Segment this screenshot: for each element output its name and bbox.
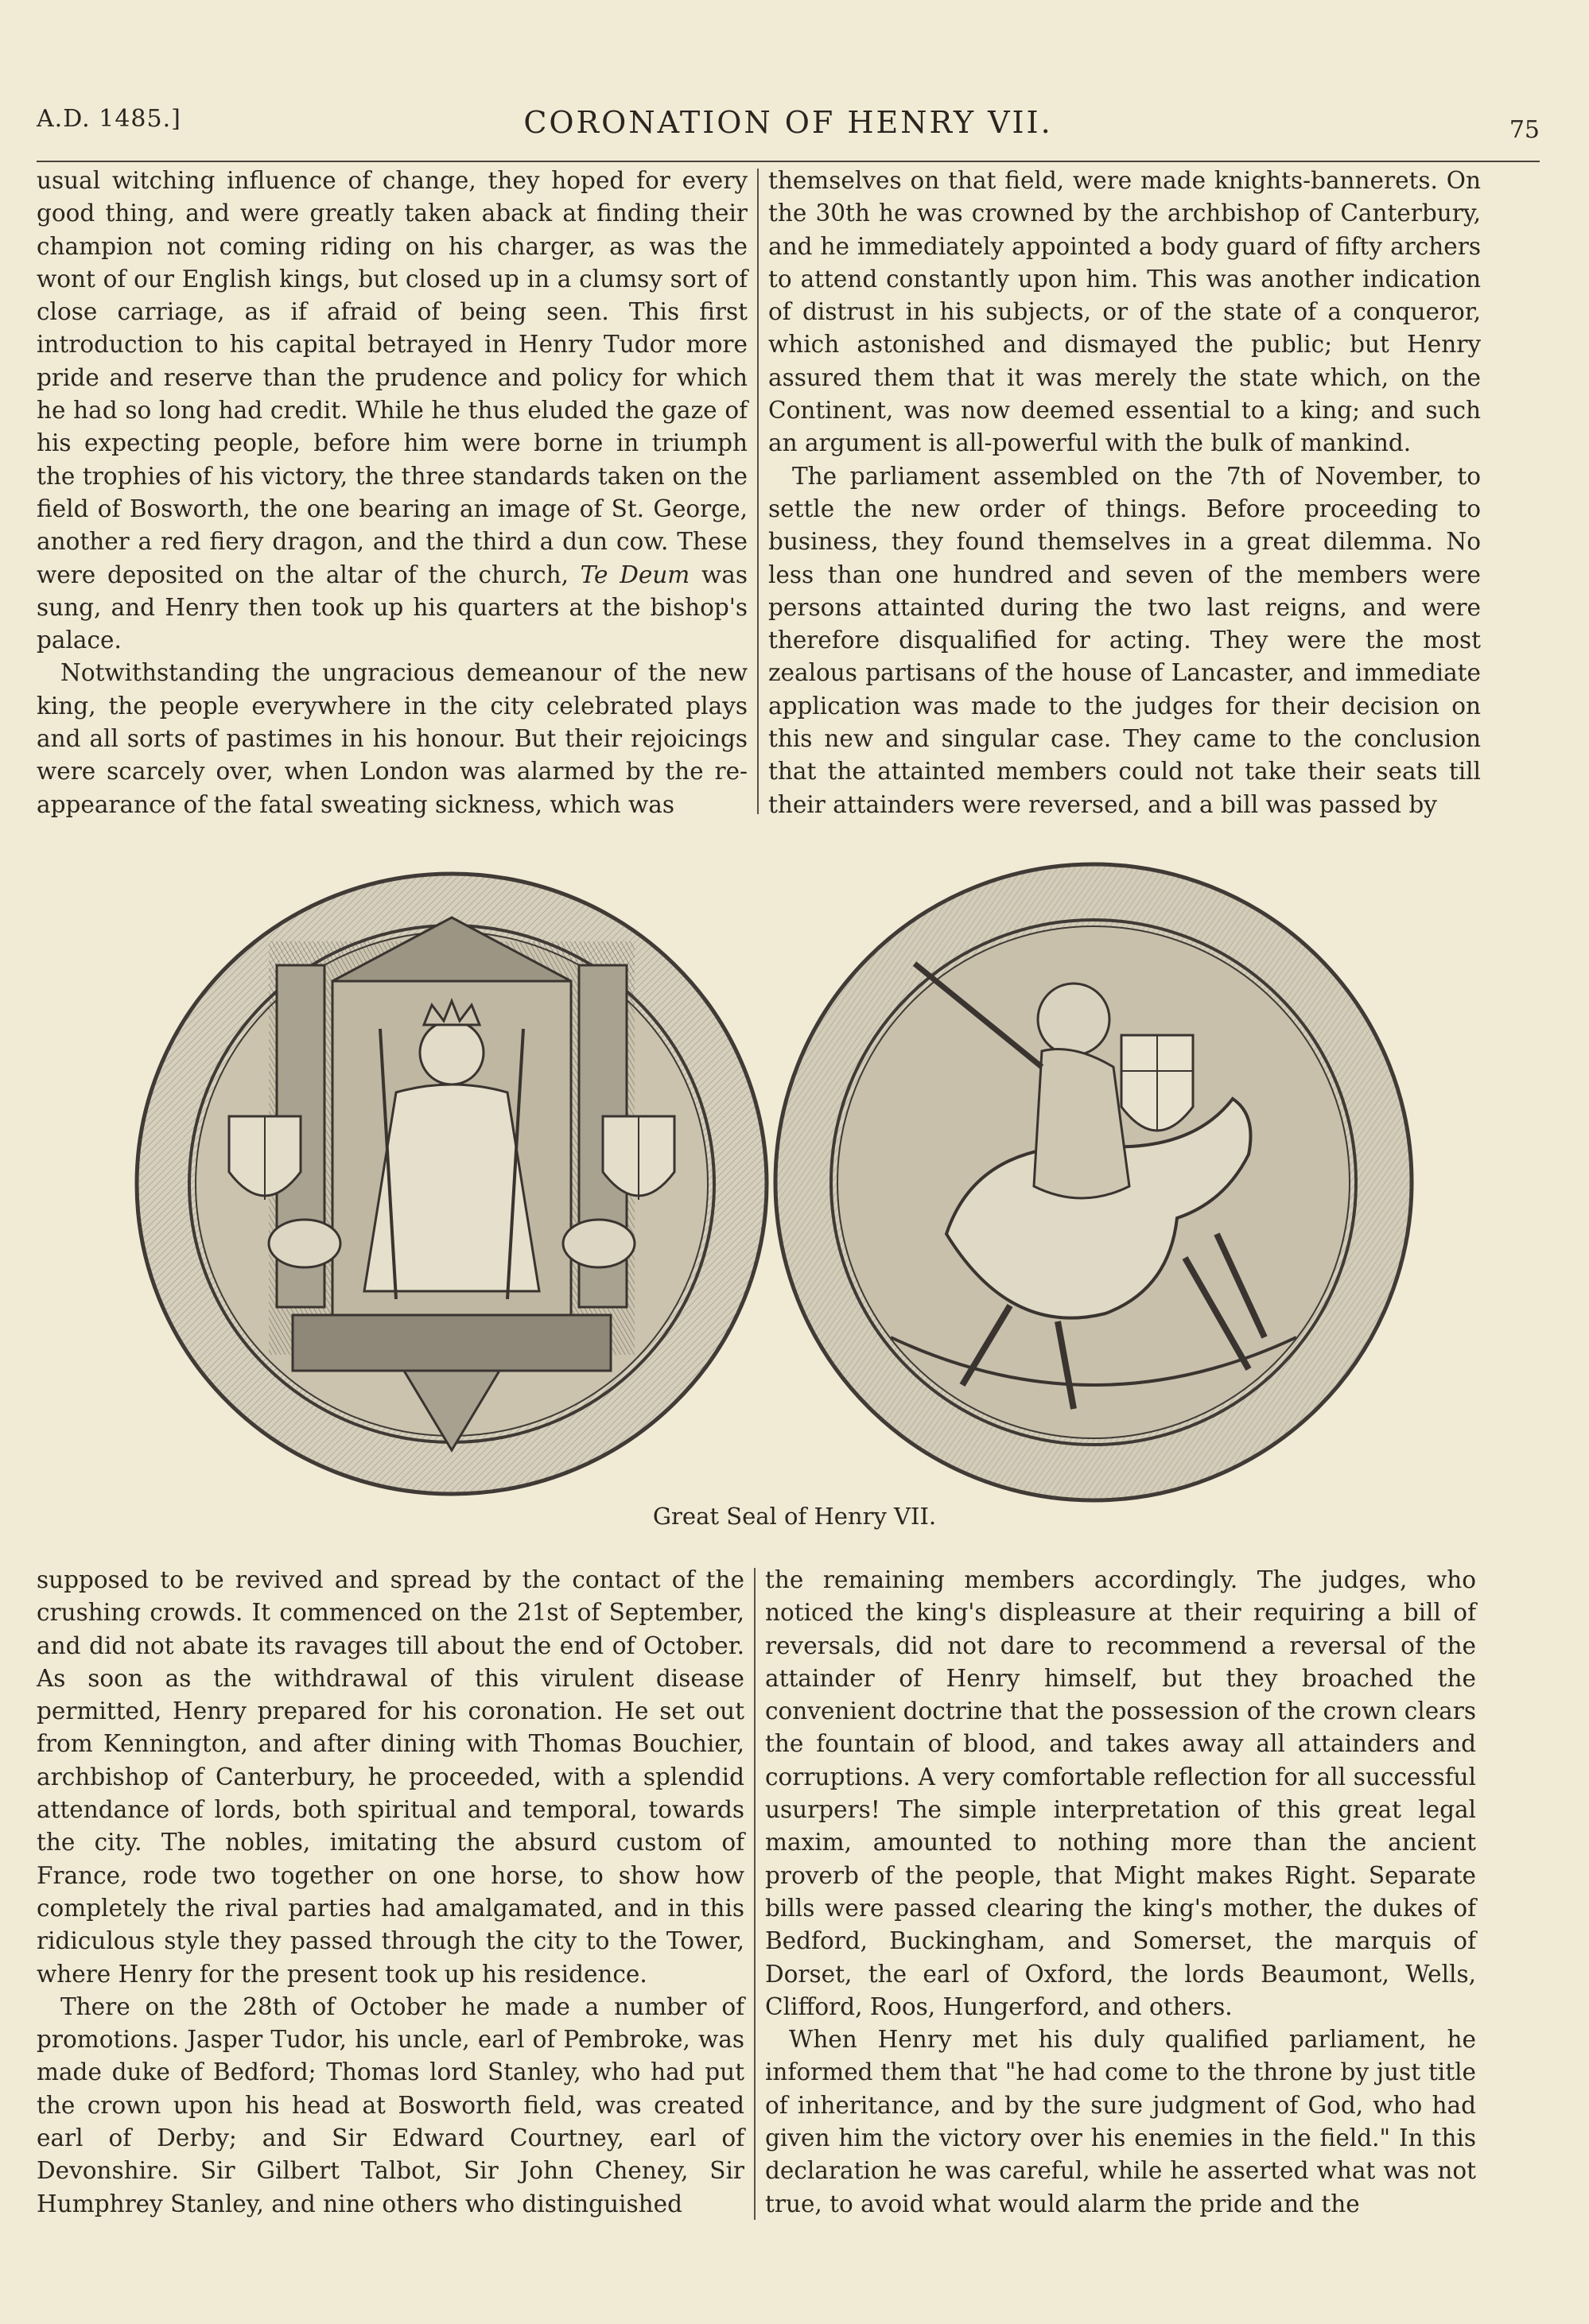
seal-obverse-illustration <box>134 870 770 1498</box>
paragraph: themselves on that field, were made knights-bannerets. On the 30th he was crowned by the archbishop of Canterbury, and he immediately appointed a body guard of fifty archers to attend constantly upon him. This was another indication of distrust in his subjects, or of the state of a conqueror, which astonished and dismayed the public; but Henry assured them that it was merely the state which, on the Continent, was now deemed essential to a king; and such an argument is all-powerful with the bulk of mankind. <box>768 167 1481 457</box>
paragraph: The parliament assembled on the 7th of November, to settle the new order of things. Before proceeding to business, they found themselves in a great dilemma. No less than one hundred and seven of the members were persons attainted during the two last reigns, and were therefore disqualified for acting. They were the most zealous partisans of the house of Lancaster, and immediate application was made to the judges for their decision on this new and singular case. They came to the conclusion that the attainted members could not take their seats till their attainders were reversed, and a bill was passed by <box>768 462 1481 818</box>
top-right-column <box>768 165 1481 821</box>
italic-phrase: Te Deum <box>580 561 690 588</box>
bottom-right-column <box>765 1564 1476 2221</box>
paragraph: There on the 28th of October he made a number of promotions. Jasper Tudor, his uncle, earl of Pembroke, was made duke of Bedford; Thomas lord Stanley, who had put the crown upon his head at Bosworth field, was created earl of Derby; and Sir Edward Courtney, earl of Devonshire. Sir Gilbert Talbot, Sir John Cheney, Sir Humphrey Stanley, and nine others who distinguished <box>37 1992 744 2217</box>
paragraph: the remaining members accordingly. The judges, who noticed the king's displeasure at their requiring a bill of reversals, did not dare to recommend a reversal of the attainder of Henry himself, but they broached the convenient doctrine that the possession of the crown clears the fountain of blood, and takes away all attainders and corruptions. A very comfortable reflection for all successful usurpers! The simple interpretation of this great legal maxim, amounted to nothing more than the ancient proverb of the people, that Might makes Right. Separate bills were passed clearing the king's mother, the dukes of Bedford, Buckingham, and Somerset, the marquis of Dorset, the earl of Oxford, the lords Beaumont, Wells, Clifford, Roos, Hungerford, and others. <box>765 1566 1476 2020</box>
figure-caption: Great Seal of Henry VII. <box>652 1503 937 1530</box>
paragraph: Notwithstanding the ungracious demeanour of the new king, the people everywhere in the city celebrated plays and all sorts of pastimes in his honour. But their rejoicings were scarcely over, when London was alarmed by the re-appearance of the fatal sweating sickness, which was <box>37 659 748 818</box>
running-header <box>37 105 1540 162</box>
seal-reverse-illustration <box>771 860 1416 1504</box>
top-left-column <box>37 165 748 821</box>
paragraph: supposed to be revived and spread by the contact of the crushing crowds. It commenced on the 21st of September, and did not abate its ravages till about the end of October. As soon as the withdrawal of this virulent disease permitted, Henry prepared for his coronation. He set out from Kennington, and after dining with Thomas Bouchier, archbishop of Canterbury, he proceeded, with a splendid attendance of lords, both spiritual and temporal, towards the city. The nobles, imitating the absurd custom of France, rode two together on one horse, to show how completely the rival parties had amalgamated, and in this ridiculous style they passed through the city to the Tower, where Henry for the present took up his residence. <box>37 1566 744 1988</box>
page-number: 75 <box>1509 116 1540 144</box>
paragraph: usual witching influence of change, they hoped for every good thing, and were greatly taken aback at finding their champion not coming riding on his charger, as was the wont of our English kings, but closed up in a clumsy sort of close carriage, as if afraid of being seen. This first introduction to his capital betrayed in Henry Tudor more pride and reserve than the prudence and policy for which he had so long had credit. While he thus eluded the gaze of his expecting people, before him were borne in triumph the trophies of his victory, the three standards taken on the field of Bosworth, the one bearing an image of St. George, another a red fiery dragon, and the third a dun cow. These were deposited on the altar of the church, Te Deum was sung, and Henry then took up his quarters at the bishop's palace. <box>37 167 748 654</box>
column-divider <box>757 169 759 814</box>
column-divider <box>754 1568 756 2220</box>
header-date: A.D. 1485.] <box>37 105 181 133</box>
bottom-left-column <box>37 1564 744 2221</box>
header-title: CORONATION OF HENRY VII. <box>523 105 1053 140</box>
paragraph: When Henry met his duly qualified parliament, he informed them that "he had come to the throne by just title of inheritance, and by the sure judgment of God, who had given him the victory over his enemies in the field." In this declaration he was careful, while he asserted what was not true, to avoid what would alarm the pride and the <box>765 2026 1476 2217</box>
